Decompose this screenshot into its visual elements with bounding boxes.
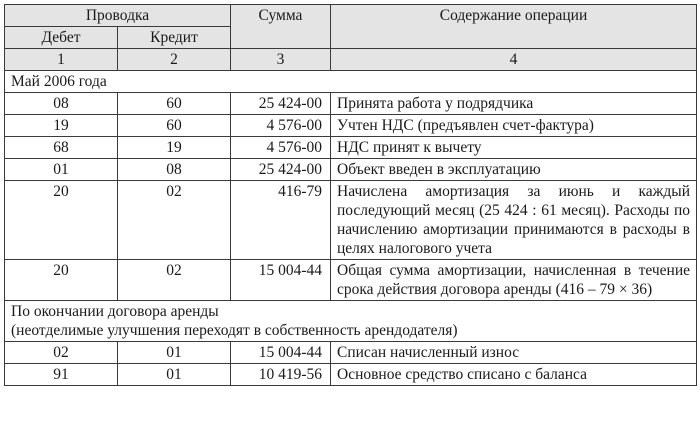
credit-cell: 01 — [118, 364, 231, 386]
sum-cell: 416-79 — [231, 181, 331, 260]
description-cell: НДС принят к вычету — [331, 137, 697, 159]
description-cell: Общая сумма амортизации, начисленная в течение срока действия договора аренды (416 – 79 × 36) — [331, 260, 697, 301]
table-row — [5, 260, 697, 301]
credit-cell: 60 — [118, 115, 231, 137]
debit-cell: 68 — [5, 137, 118, 159]
credit-cell: 01 — [118, 342, 231, 364]
sum-cell: 15 004-44 — [231, 342, 331, 364]
table-row — [5, 364, 697, 386]
section-title-line-2: (неотделимые улучшения переходят в собственность арендодателя) — [11, 322, 458, 339]
description-cell: Учтен НДС (предъявлен счет-фактура) — [331, 115, 697, 137]
debit-cell: 02 — [5, 342, 118, 364]
credit-cell: 02 — [118, 181, 231, 260]
header-posting: Проводка — [5, 5, 231, 27]
description-cell: Основное средство списано с баланса — [331, 364, 697, 386]
debit-cell: 01 — [5, 159, 118, 181]
credit-cell: 08 — [118, 159, 231, 181]
debit-cell: 08 — [5, 93, 118, 115]
sum-cell: 4 576-00 — [231, 115, 331, 137]
col-number-2: 2 — [118, 49, 231, 71]
table-row — [5, 137, 697, 159]
credit-cell: 19 — [118, 137, 231, 159]
debit-cell: 20 — [5, 181, 118, 260]
col-number-1: 1 — [5, 49, 118, 71]
header-credit: Кредит — [118, 27, 231, 49]
credit-cell: 02 — [118, 260, 231, 301]
table-row — [5, 159, 697, 181]
description-cell: Принята работа у подрядчика — [331, 93, 697, 115]
section-title-may-2006: Май 2006 года — [5, 71, 697, 93]
credit-cell: 60 — [118, 93, 231, 115]
debit-cell: 19 — [5, 115, 118, 137]
description-cell: Начислена амортизация за июнь и каждый последующий месяц (25 424 : 61 месяц). Расходы по начислению амортизации принимаются в расходы в целях налогового учета — [331, 181, 697, 260]
sum-cell: 4 576-00 — [231, 137, 331, 159]
description-cell: Объект введен в эксплуатацию — [331, 159, 697, 181]
description-cell: Списан начисленный износ — [331, 342, 697, 364]
header-description: Содержание операции — [331, 5, 697, 49]
debit-cell: 91 — [5, 364, 118, 386]
table-row — [5, 115, 697, 137]
table-row — [5, 93, 697, 115]
col-number-3: 3 — [231, 49, 331, 71]
header-sum: Сумма — [231, 5, 331, 49]
debit-cell: 20 — [5, 260, 118, 301]
table-row — [5, 342, 697, 364]
col-number-4: 4 — [331, 49, 697, 71]
sum-cell: 25 424-00 — [231, 159, 331, 181]
sum-cell: 10 419-56 — [231, 364, 331, 386]
section-title-line-1: По окончании договора аренды — [11, 303, 219, 320]
posting-table — [4, 4, 697, 386]
table-row — [5, 181, 697, 260]
header-debit: Дебет — [5, 27, 118, 49]
sum-cell: 15 004-44 — [231, 260, 331, 301]
section-title-lease-end — [5, 301, 697, 342]
sum-cell: 25 424-00 — [231, 93, 331, 115]
